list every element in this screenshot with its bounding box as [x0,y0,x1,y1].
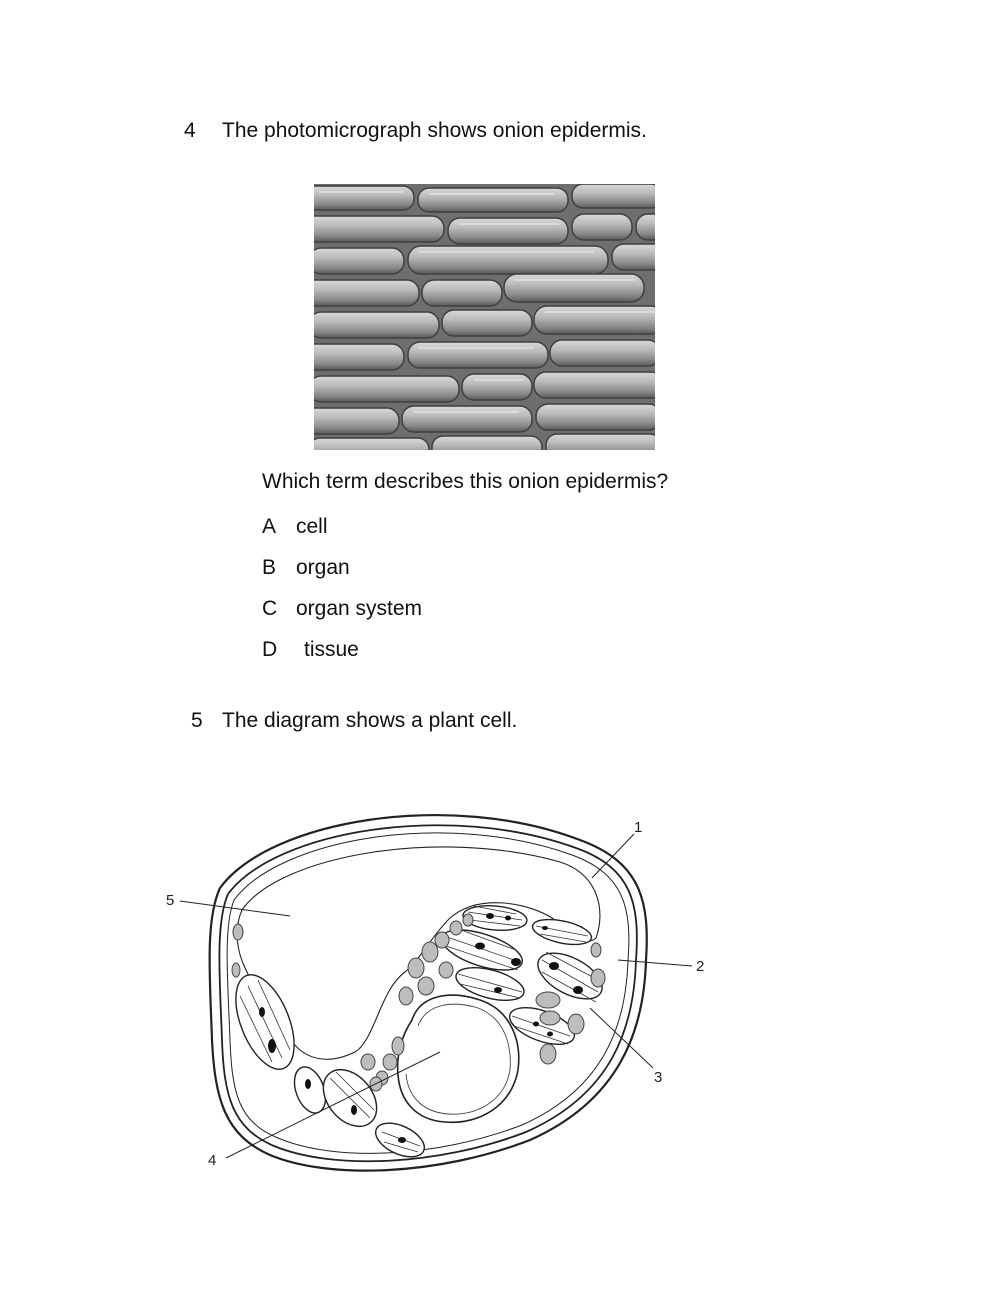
question-4-number: 4 [184,119,196,142]
option-letter: A [262,515,277,538]
option-text: organ system [296,597,423,620]
option-letter: C [262,597,278,620]
nucleus [398,995,519,1122]
option-text: tissue [304,638,359,661]
onion-epidermis-photomicrograph [314,184,655,450]
option-text: cell [296,515,328,538]
plant-cell-diagram [150,800,720,1190]
question-4-prompt: Which term describes this onion epidermis? [262,470,669,493]
label-2: 2 [696,958,705,975]
label-5: 5 [166,892,175,909]
label-3: 3 [654,1069,663,1086]
option-letter: D [262,638,278,661]
question-4-stem: The photomicrograph shows onion epidermis. [222,119,647,142]
option-text: organ [296,556,350,579]
option-letter: B [262,556,277,579]
label-1: 1 [634,819,643,836]
question-5-number: 5 [191,709,203,732]
label-4: 4 [208,1152,217,1169]
question-5-stem: The diagram shows a plant cell. [222,709,518,732]
